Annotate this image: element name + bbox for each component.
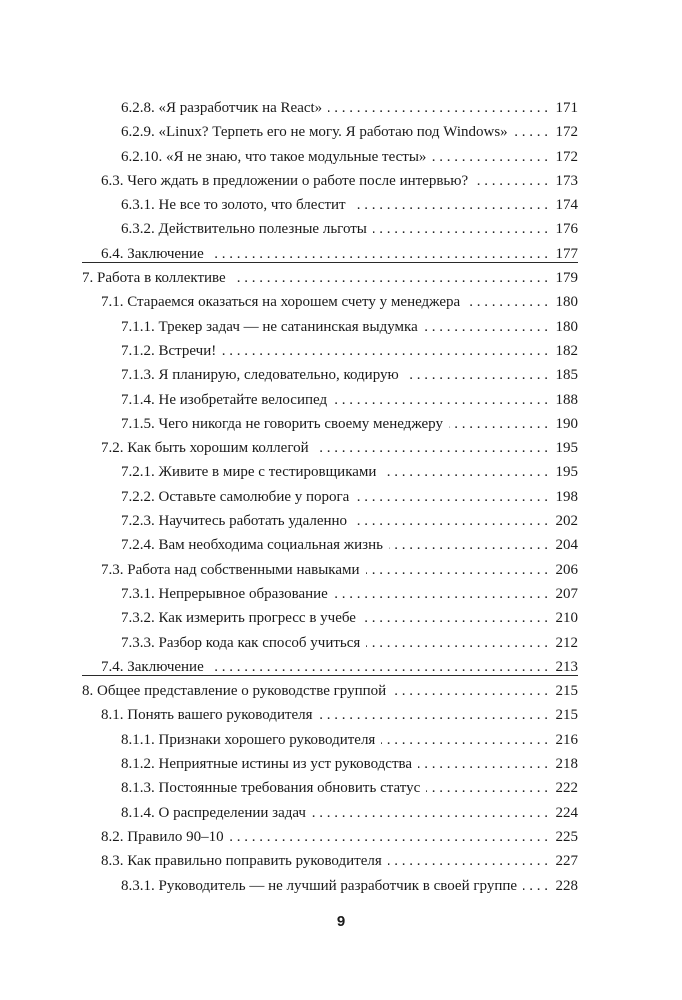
toc-line: [121, 388, 578, 412]
toc-line: [121, 874, 578, 898]
toc-subsection: [0, 217, 682, 241]
dot-leader: [392, 679, 548, 703]
toc-page-number: 190: [555, 415, 578, 432]
toc-subsection: [0, 874, 682, 898]
dot-leader: [362, 606, 548, 630]
toc-subsection: [0, 582, 682, 606]
dot-leader: [474, 169, 548, 193]
dot-leader: [418, 752, 548, 776]
chapter-divider: [82, 675, 578, 676]
toc-line: [121, 315, 578, 339]
toc-title: 6.4. Заключение: [101, 245, 204, 262]
toc-subsection: [0, 315, 682, 339]
toc-section: [0, 169, 682, 193]
toc-page-number: 185: [555, 367, 578, 384]
toc-title: 6.3.1. Не все то золото, что блестит: [121, 197, 346, 214]
toc-chapter: [0, 679, 682, 703]
toc-subsection: [0, 752, 682, 776]
toc-section: [0, 703, 682, 727]
toc-page-number: 174: [555, 197, 578, 214]
toc-page-number: 212: [555, 634, 578, 651]
toc-line: [121, 533, 578, 557]
dot-leader: [381, 728, 548, 752]
toc-page-number: 180: [555, 294, 578, 311]
toc-section: [0, 825, 682, 849]
toc-title: 7.3.1. Непрерывное образование: [121, 585, 328, 602]
toc-subsection: [0, 460, 682, 484]
toc-page-number: 182: [555, 342, 578, 359]
toc-title: 7.4. Заключение: [101, 658, 204, 675]
toc-title: 6.2.8. «Я разработчик на React»: [121, 100, 323, 116]
toc-page-number: 228: [555, 877, 578, 894]
toc-subsection: [0, 801, 682, 825]
dot-leader: [333, 388, 548, 412]
toc-title: 7.1.2. Встречи!: [121, 342, 217, 359]
toc-line: [121, 582, 578, 606]
toc-title: 7.2.4. Вам необходима социальная жизнь: [121, 537, 383, 554]
toc-title: 7. Работа в коллективе: [82, 270, 226, 287]
toc-line: [101, 703, 578, 727]
toc-title: 8.3.1. Руководитель — не лучший разработчик в своей группе: [121, 877, 518, 894]
toc-page-number: 218: [555, 756, 578, 773]
toc-title: 7.2.3. Научитесь работать удаленно: [121, 513, 348, 530]
toc-line: [121, 776, 578, 800]
toc-title: 7.3.2. Как измерить прогресс в учебе: [121, 610, 356, 627]
toc-line: [121, 193, 578, 217]
dot-leader: [373, 217, 548, 241]
dot-leader: [232, 266, 548, 290]
toc-page-number: 171: [555, 100, 578, 116]
dot-leader: [405, 363, 548, 387]
toc-page-number: 215: [555, 683, 578, 700]
dot-leader: [230, 825, 548, 849]
toc-title: 7.1.1. Трекер задач — не сатанинская выдумка: [121, 318, 418, 335]
toc-line: [121, 485, 578, 509]
toc-title: 7.2. Как быть хорошим коллегой: [101, 440, 309, 457]
toc-title: 8.2. Правило 90–10: [101, 828, 224, 845]
dot-leader: [389, 533, 548, 557]
toc-title: 8.1.1. Признаки хорошего руководителя: [121, 731, 376, 748]
toc-page-number: 179: [555, 270, 578, 287]
dot-leader: [432, 145, 548, 169]
dot-leader: [382, 460, 548, 484]
toc-line: [121, 752, 578, 776]
toc-title: 8.1.4. О распределении задач: [121, 804, 306, 821]
toc-page-number: 225: [555, 828, 578, 845]
toc-line: [121, 217, 578, 241]
dot-leader: [222, 339, 548, 363]
toc-chapter: [0, 266, 682, 290]
dot-leader: [334, 582, 548, 606]
dot-leader: [466, 290, 548, 314]
dot-leader: [353, 509, 548, 533]
toc-page-number: 172: [555, 124, 578, 141]
toc-page-number: 176: [555, 221, 578, 238]
toc-page-number: 216: [555, 731, 578, 748]
dot-leader: [352, 193, 548, 217]
toc-page-number: 173: [555, 172, 578, 189]
page-number: 9: [336, 913, 346, 930]
toc-line: [121, 363, 578, 387]
toc-page-number: 215: [555, 707, 578, 724]
toc-title: 7.2.1. Живите в мире с тестировщиками: [121, 464, 377, 481]
toc-title: 7.3.3. Разбор кода как способ учиться: [121, 634, 361, 651]
toc-subsection: [0, 776, 682, 800]
toc-line: [101, 169, 578, 193]
toc-title: 7.2.2. Оставьте самолюбие у порога: [121, 488, 350, 505]
toc-page-number: 195: [555, 464, 578, 481]
toc-page-number: 210: [555, 610, 578, 627]
toc-title: 6.2.10. «Я не знаю, что такое модульные тесты»: [121, 148, 427, 165]
toc-title: 8.1.2. Неприятные истины из уст руководства: [121, 756, 413, 773]
toc-line: [121, 728, 578, 752]
toc-subsection: [0, 363, 682, 387]
dot-leader: [315, 436, 548, 460]
toc-line: [101, 558, 578, 582]
dot-leader: [366, 631, 548, 655]
toc-title: 6.2.9. «Linux? Терпеть его не могу. Я работаю под Windows»: [121, 124, 508, 141]
toc-title: 7.1. Стараемся оказаться на хорошем счету у менеджера: [101, 294, 461, 311]
toc-page-number: 227: [555, 853, 578, 870]
toc-subsection: [0, 485, 682, 509]
toc-line: [121, 606, 578, 630]
toc-subsection: [0, 96, 682, 120]
toc-subsection: [0, 509, 682, 533]
toc-title: 7.3. Работа над собственными навыками: [101, 561, 360, 578]
toc-page-number: 202: [555, 513, 578, 530]
toc-section: [0, 436, 682, 460]
toc-subsection: [0, 728, 682, 752]
toc-subsection: [0, 193, 682, 217]
toc-title: 8.1.3. Постоянные требования обновить статус: [121, 780, 421, 797]
toc-line: [82, 679, 578, 703]
toc-title: 8. Общее представление о руководстве группой: [82, 683, 387, 700]
toc-title: 7.1.3. Я планирую, следовательно, кодирую: [121, 367, 399, 384]
dot-leader: [319, 703, 548, 727]
toc-page-number: 180: [555, 318, 578, 335]
toc-page-number: 172: [555, 148, 578, 165]
toc-section: [0, 558, 682, 582]
dot-leader: [355, 485, 548, 509]
toc-line: [121, 509, 578, 533]
toc-subsection: [0, 631, 682, 655]
toc-title: 8.3. Как правильно поправить руководителя: [101, 853, 382, 870]
toc-subsection: [0, 533, 682, 557]
toc-title: 6.3.2. Действительно полезные льготы: [121, 221, 367, 238]
dot-leader: [449, 412, 548, 436]
toc-subsection: [0, 606, 682, 630]
dot-leader: [424, 315, 548, 339]
toc-page-number: 206: [555, 561, 578, 578]
chapter-divider: [82, 262, 578, 263]
dot-leader: [426, 776, 548, 800]
toc-line: [101, 825, 578, 849]
toc-page-number: 224: [555, 804, 578, 821]
toc-title: 8.1. Понять вашего руководителя: [101, 707, 313, 724]
toc-subsection: [0, 145, 682, 169]
toc-line: [82, 266, 578, 290]
toc-line: [101, 849, 578, 873]
toc-line: [121, 412, 578, 436]
toc-line: [101, 436, 578, 460]
toc-section: [0, 849, 682, 873]
toc-line: [121, 631, 578, 655]
toc-line: [121, 120, 578, 144]
dot-leader: [328, 96, 548, 120]
dot-leader: [312, 801, 548, 825]
toc-line: [121, 96, 578, 120]
toc-page-number: 198: [555, 488, 578, 505]
toc-title: 7.1.5. Чего никогда не говорить своему менеджеру: [121, 415, 443, 432]
toc-line: [121, 145, 578, 169]
toc-line: [121, 801, 578, 825]
toc-line: [101, 290, 578, 314]
toc-subsection: [0, 412, 682, 436]
toc-line: [121, 339, 578, 363]
table-of-contents: [0, 96, 682, 898]
toc-page-number: 195: [555, 440, 578, 457]
toc-page-number: 204: [555, 537, 578, 554]
toc-page-number: 188: [555, 391, 578, 408]
toc-page-number: 213: [555, 658, 578, 675]
toc-page-number: 177: [555, 245, 578, 262]
dot-leader: [388, 849, 548, 873]
toc-subsection: [0, 120, 682, 144]
toc-subsection: [0, 388, 682, 412]
toc-subsection: [0, 339, 682, 363]
toc-page-number: 207: [555, 585, 578, 602]
dot-leader: [366, 558, 548, 582]
toc-line: [121, 460, 578, 484]
toc-title: 6.3. Чего ждать в предложении о работе после интервью?: [101, 172, 469, 189]
toc-page-number: 222: [555, 780, 578, 797]
dot-leader: [514, 120, 548, 144]
dot-leader: [523, 874, 548, 898]
toc-section: [0, 290, 682, 314]
toc-title: 7.1.4. Не изобретайте велосипед: [121, 391, 328, 408]
